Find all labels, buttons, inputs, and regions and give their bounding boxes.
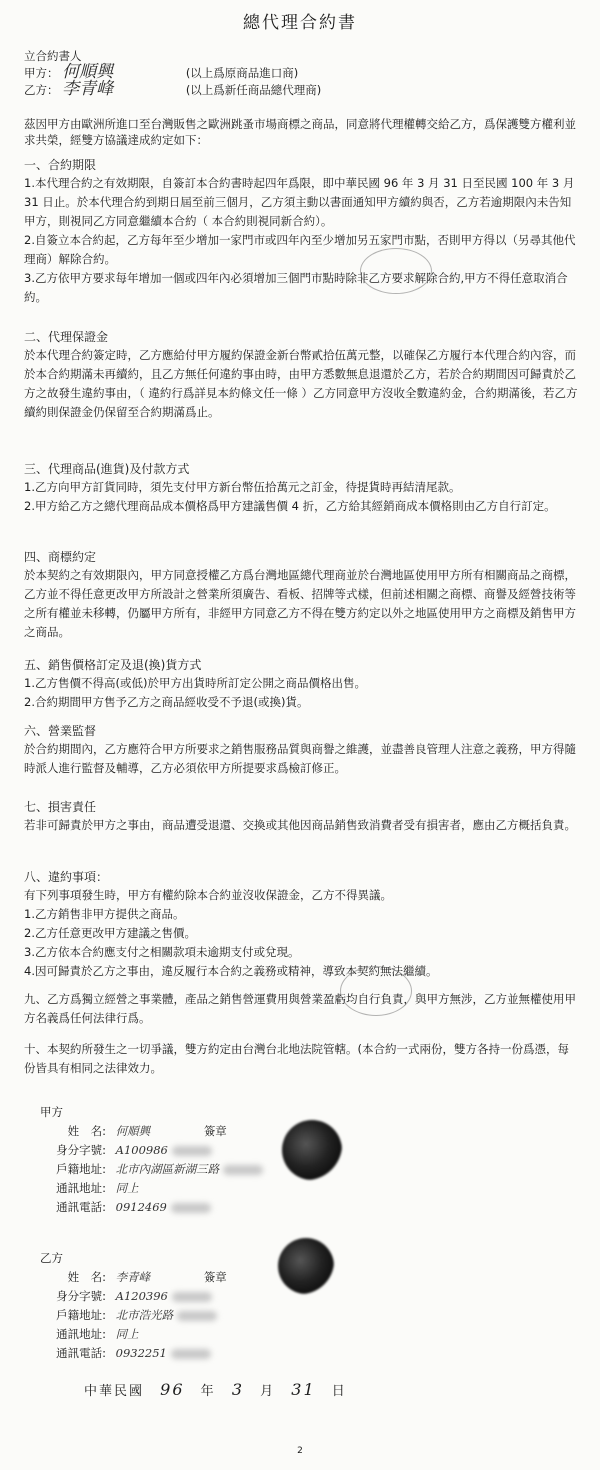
section-heading: 一、合約期限 (24, 158, 97, 172)
party-a-signature-block (40, 1104, 263, 1218)
section-paragraph: 於本代理合約簽定時，乙方應給付甲方履約保證金新台幣貳拾伍萬元整，以確保乙方履行本代理合約內容，而於本合約期滿未再續約，且乙方無任何違約事由時，由甲方悉數無息退還於乙方，若於合約期間因可歸責於乙方之故發生違約事由，（ 違約行爲詳見本約條文任一條 ）乙方同意甲方沒收全數違約金，合約期滿後，若乙方續約則保證金仍保留至合約期滿爲止。 (24, 348, 578, 419)
section-2-deposit (24, 328, 580, 422)
section-3-payment (24, 460, 580, 516)
section-8-breach (24, 868, 580, 981)
party-b-seal-redacted (278, 1238, 334, 1294)
redaction (171, 1203, 211, 1213)
mail-address-label: 通訊地址: (56, 1181, 106, 1195)
party-b-role: (以上爲新任商品總代理商) (185, 83, 322, 97)
party-a-address-row (40, 1161, 263, 1180)
section-paragraph: 2.乙方任意更改甲方建議之售價。 (24, 926, 196, 940)
redaction (172, 1292, 212, 1302)
party-b-label: 乙方： (24, 83, 59, 97)
party-b-name-row (40, 1269, 227, 1288)
party-a-heading: 甲方 (40, 1105, 63, 1119)
party-a-signature: 何順興 (62, 62, 114, 82)
name-label: 姓 名: (67, 1124, 106, 1138)
company-stamp (340, 966, 412, 1016)
section-heading: 二、代理保證金 (24, 330, 109, 344)
contract-parties (24, 48, 321, 98)
party-b-name: 李青峰 (115, 1270, 151, 1284)
parties-label: 立合約書人 (24, 49, 82, 63)
section-4-trademark (24, 548, 580, 642)
section-paragraph: 若非可歸責於甲方之事由，商品遭受退還、交換或其他因商品銷售致消費者受有損害者，應由乙方概括負責。 (24, 818, 576, 832)
section-paragraph: 2.自簽立本合約起，乙方每年至少增加一家門市或四年內至少增加另五家門市點，否則甲方得以（另尋其他代理商）解除合約。 (24, 233, 576, 266)
date-month: 3 (231, 1380, 244, 1399)
address-label: 戶籍地址: (56, 1308, 106, 1322)
date-year: 96 (160, 1380, 185, 1399)
date-month-unit: 月 (260, 1384, 276, 1399)
party-a-role: (以上爲原商品進口商) (185, 66, 299, 80)
party-a-phone-row (40, 1199, 263, 1218)
company-stamp (360, 248, 432, 294)
party-b-heading: 乙方 (40, 1251, 63, 1265)
date-day: 31 (291, 1380, 316, 1399)
name-label: 姓 名: (67, 1270, 106, 1284)
section-5-pricing (24, 656, 580, 712)
section-paragraph: 4.因可歸責於乙方之事由，違反履行本合約之義務或精神，導致本契約無法繼續。 (24, 964, 438, 978)
section-paragraph: 1.乙方銷售非甲方提供之商品。 (24, 907, 185, 921)
seal-label: 簽章 (203, 1270, 227, 1284)
party-a-phone: 0912469 (115, 1200, 167, 1214)
party-a-seal-redacted (282, 1120, 342, 1180)
signing-date (84, 1380, 347, 1399)
party-b-signature: 李青峰 (62, 79, 114, 99)
party-b-line (24, 81, 321, 98)
address-label: 戶籍地址: (56, 1162, 106, 1176)
section-paragraph: 於本契約之有效期限內，甲方同意授權乙方爲台灣地區總代理商並於台灣地區使用甲方所有相關商品之商標，乙方並不得任意更改甲方所設計之營業所須廣告、看板、招牌等式樣，但前述相關之商標、商譽及經營技術等之所有權並未移轉，仍屬甲方所有，非經甲方同意乙方不得在雙方約定以外之地區使用甲方之商標及銷售甲方之商品。 (24, 568, 576, 639)
section-paragraph: 1.本代理合約之有效期限，自簽訂本合約書時起四年爲限，即中華民國 96 年 3 月 31 日至民國 100 年 3 月 31 日止。於本代理合約到期日屆至前三個月，乙方須主動以書面通知甲方續約與否，乙方若逾期限內未告知甲方，則視同乙方同意繼續本合約（ 本合約則視同新合約）。 (24, 176, 575, 228)
date-year-unit: 年 (200, 1384, 216, 1399)
redaction (172, 1146, 212, 1156)
section-paragraph: 3.乙方依本合約應支付之相關款項未逾期支付或兌現。 (24, 945, 300, 959)
section-6-supervision (24, 722, 580, 778)
party-b-address-row (40, 1307, 227, 1326)
id-label: 身分字號: (56, 1143, 106, 1157)
document-title: 總代理合約書 (243, 13, 357, 33)
section-1-term (24, 156, 580, 307)
redaction (223, 1165, 263, 1175)
party-a-id-row (40, 1142, 263, 1161)
section-paragraph: 有下列事項發生時，甲方有權約除本合約並沒收保證金，乙方不得異議。 (24, 888, 392, 902)
party-b-signature-block (40, 1250, 227, 1364)
phone-label: 通訊電話: (56, 1200, 106, 1214)
phone-label: 通訊電話: (56, 1346, 106, 1360)
section-paragraph: 於合約期間內，乙方應符合甲方所要求之銷售服務品質與商譽之維護，並盡善良管理人注意之義務，甲方得隨時派人進行監督及輔導，乙方必須依甲方所提要求爲檢訂修正。 (24, 742, 576, 775)
party-a-id: A100986 (115, 1143, 168, 1157)
redaction (177, 1311, 217, 1321)
party-b-id: A120396 (115, 1289, 168, 1303)
party-a-mail-address: 同上 (115, 1181, 139, 1195)
party-a-address: 北市內湖區新湖三路 (115, 1162, 220, 1176)
section-paragraph: 九、乙方爲獨立經營之事業體，產品之銷售營運費用與營業盈虧均自行負責，與甲方無涉，乙方並無權使用甲方名義爲任何法律行爲。 (24, 992, 576, 1025)
redaction (171, 1349, 211, 1359)
party-a-name-row (40, 1123, 263, 1142)
section-heading: 五、銷售價格訂定及退(換)貨方式 (24, 658, 202, 672)
party-b-id-row (40, 1288, 227, 1307)
section-paragraph: 3.乙方依甲方要求每年增加一個或四年內必須增加三個門市點時除非乙方要求解除合約,甲方不得任意取消合約。 (24, 271, 568, 304)
seal-label: 簽章 (203, 1124, 227, 1138)
section-heading: 六、營業監督 (24, 724, 97, 738)
intro-paragraph: 茲因甲方由歐洲所進口至台灣販售之歐洲跳蚤市場商標之商品，同意將代理權轉交給乙方，爲保護雙方權利並求共榮，經雙方協議達成約定如下： (24, 117, 576, 147)
party-b-mail-row (40, 1326, 227, 1345)
party-a-name: 何順興 (115, 1124, 151, 1138)
party-b-address: 北市浩光路 (115, 1308, 174, 1322)
section-9-independence (24, 990, 580, 1028)
date-day-unit: 日 (331, 1384, 347, 1399)
section-paragraph: 十、本契約所發生之一切爭議，雙方約定由台灣台北地法院管轄。(本合約一式兩份，雙方各持一份爲憑，每份皆具有相同之法律效力。 (24, 1042, 569, 1075)
section-heading: 七、損害責任 (24, 800, 97, 814)
section-10-jurisdiction (24, 1040, 580, 1078)
party-a-label: 甲方： (24, 66, 59, 80)
date-era: 中華民國 (84, 1384, 145, 1399)
party-b-mail-address: 同上 (115, 1327, 139, 1341)
page-number: 2 (297, 1446, 303, 1456)
section-paragraph: 1.乙方向甲方訂貨同時，須先支付甲方新台幣伍拾萬元之訂金，待提貨時再結清尾款。 (24, 480, 461, 494)
section-heading: 三、代理商品(進貨)及付款方式 (24, 462, 190, 476)
section-7-liability (24, 798, 580, 835)
id-label: 身分字號: (56, 1289, 106, 1303)
section-heading: 八、違約事項： (24, 870, 109, 884)
party-b-phone: 0932251 (115, 1346, 167, 1360)
section-heading: 四、商標約定 (24, 550, 97, 564)
party-a-mail-row (40, 1180, 263, 1199)
mail-address-label: 通訊地址: (56, 1327, 106, 1341)
section-paragraph: 1.乙方售價不得高(或低)於甲方出貨時所訂定公開之商品價格出售。 (24, 676, 366, 690)
party-b-phone-row (40, 1345, 227, 1364)
section-paragraph: 2.甲方給乙方之總代理商品成本價格爲甲方建議售價 4 折，乙方給其經銷商成本價格則由乙方自行訂定。 (24, 499, 556, 513)
section-paragraph: 2.合約期間甲方售予乙方之商品經收受不予退(或換)貨。 (24, 695, 309, 709)
